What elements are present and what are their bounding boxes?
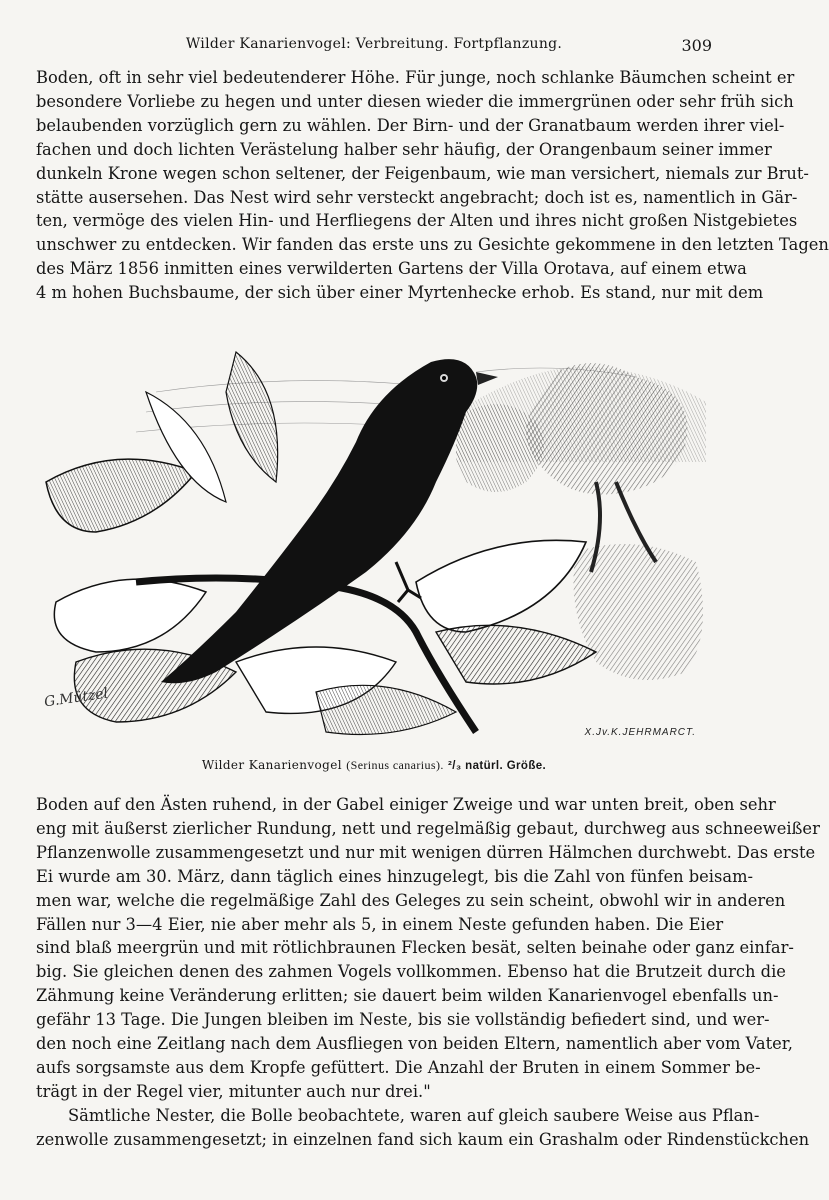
- text-block-top: [36, 66, 829, 305]
- artist-signature: G.Mützel: [43, 685, 110, 711]
- text-line: eng mit äußerst zierlicher Rundung, nett und regelmäßig gebaut, durchweg aus schneeweißer: [36, 818, 820, 838]
- text-line: gefähr 13 Tage. Die Jungen bleiben im Neste, bis sie vollständig befiedert sind, und wer-: [36, 1010, 770, 1030]
- text-line: sind blaß meergrün und mit rötlichbraunen Flecken besät, selten beinahe oder ganz einfar-: [36, 938, 794, 958]
- caption-size: ²/₃ natürl. Größe.: [448, 760, 547, 772]
- text-line: Fällen nur 3—4 Eier, nie aber mehr als 5, in einem Neste gefunden haben. Die Eier: [36, 914, 724, 934]
- text-line: fachen und doch lichten Verästelung halber sehr häufig, der Orangenbaum seiner immer: [36, 139, 772, 159]
- text-line: belaubenden vorzüglich gern zu wählen. Der Birn- und der Granatbaum werden ihrer viel-: [36, 115, 785, 135]
- text-line: dunkeln Krone wegen schon seltener, der Feigenbaum, wie man versichert, niemals zur Brut-: [36, 163, 809, 183]
- text-line: men war, welche die regelmäßige Zahl des Geleges zu sein scheint, obwohl wir in anderen: [36, 890, 786, 910]
- caption-latin: (Serinus canarius).: [346, 758, 444, 772]
- text-line: besondere Vorliebe zu hegen und unter diesen wieder die immergrünen oder sehr früh sich: [36, 91, 794, 111]
- canary-engraving: [36, 332, 714, 744]
- page-header: [36, 36, 712, 56]
- engraver-signature: X.Jv.K.JEHRMARCT.: [584, 727, 696, 738]
- canary-illustration: [36, 332, 714, 744]
- caption-name: Wilder Kanarienvogel: [201, 758, 342, 772]
- text-line: Pflanzenwolle zusammengesetzt und nur mit wenigen dürren Hälmchen durchwebt. Das erste: [36, 842, 816, 862]
- text-line: Sämtliche Nester, die Bolle beobachtete, waren auf gleich saubere Weise aus Pflan-: [68, 1105, 760, 1125]
- figure-caption: [0, 758, 748, 773]
- text-line: den noch eine Zeitlang nach dem Ausfliegen von beiden Eltern, namentlich aber vom Vater,: [36, 1034, 793, 1054]
- text-line: Zähmung keine Veränderung erlitten; sie dauert beim wilden Kanarienvogel ebenfalls un-: [36, 986, 779, 1006]
- text-line: Boden, oft in sehr viel bedeutenderer Höhe. Für junge, noch schlanke Bäumchen scheint er: [36, 68, 795, 87]
- text-line: trägt in der Regel vier, mitunter auch nur drei.": [36, 1081, 431, 1101]
- page-number: 309: [681, 36, 712, 55]
- text-line: Boden auf den Ästen ruhend, in der Gabel einiger Zweige und war unten breit, oben sehr: [36, 795, 776, 814]
- running-title: Wilder Kanarienvogel: Verbreitung. Fortpflanzung.: [185, 36, 563, 52]
- text-line: unschwer zu entdecken. Wir fanden das erste uns zu Gesichte gekommene in den letzten Tagen: [36, 235, 829, 255]
- text-line: Ei wurde am 30. März, dann täglich eines hinzugelegt, bis die Zahl von fünfen beisam-: [36, 866, 754, 886]
- text-line: stätte ausersehen. Das Nest wird sehr versteckt angebracht; doch ist es, namentlich in Gär-: [36, 187, 798, 207]
- text-line: big. Sie gleichen denen des zahmen Vogels vollkommen. Ebenso hat die Brutzeit durch die: [36, 962, 786, 982]
- text-line: zenwolle zusammengesetzt; in einzelnen fand sich kaum ein Grashalm oder Rindenstückchen: [36, 1129, 810, 1149]
- text-line: des März 1856 inmitten eines verwilderten Gartens der Villa Orotava, auf einem etwa: [36, 259, 747, 279]
- text-line: aufs sorgsamste aus dem Kropfe gefüttert. Die Anzahl der Bruten in einem Sommer be-: [36, 1057, 761, 1077]
- text-line: 4 m hohen Buchsbaume, der sich über einer Myrtenhecke erhob. Es stand, nur mit dem: [36, 283, 764, 303]
- text-block-bottom: [36, 793, 820, 1152]
- text-line: ten, vermöge des vielen Hin- und Herfliegens der Alten und ihres nicht großen Nistgebietes: [36, 211, 798, 231]
